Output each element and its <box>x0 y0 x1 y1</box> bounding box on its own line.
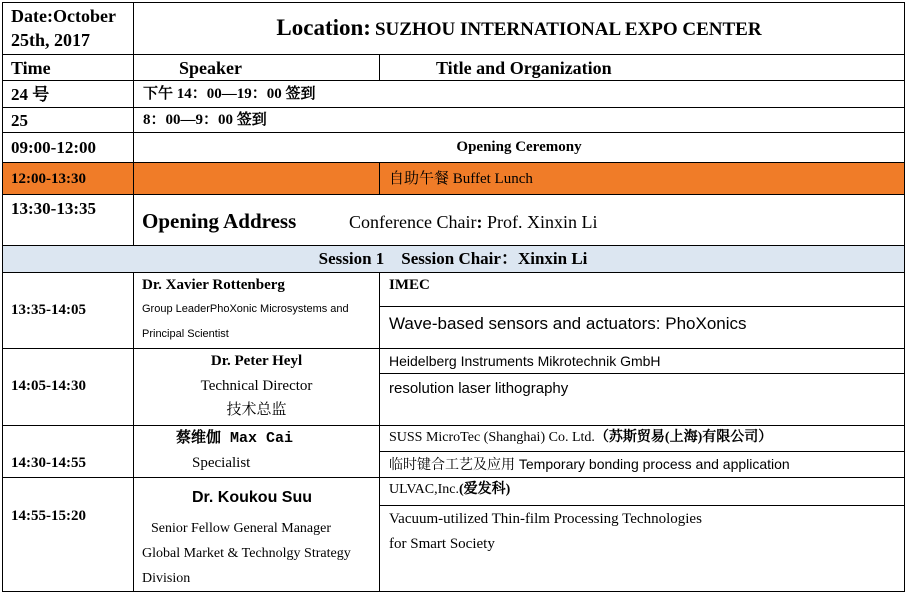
row-25-time: 25 <box>11 111 28 130</box>
grid-line <box>133 272 134 592</box>
grid-line <box>2 425 905 426</box>
location-value: SUZHOU INTERNATIONAL EXPO CENTER <box>374 19 762 40</box>
session-chair: Session Chair：Xinxin Li <box>401 249 588 268</box>
chair-label: Conference Chair <box>349 212 477 232</box>
grid-line <box>2 591 905 592</box>
talk-3-role: Specialist <box>192 455 251 471</box>
talk-4-role-3: Division <box>142 571 191 586</box>
grid-line <box>379 451 905 452</box>
grid-line <box>379 373 905 374</box>
talk-1-title: Wave-based sensors and actuators: PhoXonics <box>389 314 747 333</box>
grid-line <box>2 107 905 108</box>
talk-2-speaker: Dr. Peter Heyl <box>210 353 303 369</box>
talk-4-title-2: for Smart Society <box>389 536 495 552</box>
talk-4-org <box>389 483 510 497</box>
talk-3-title <box>389 457 790 473</box>
talk-1-time: 13:35-14:05 <box>11 302 86 318</box>
talk-4-time: 14:55-15:20 <box>11 508 86 524</box>
grid-line <box>379 505 905 506</box>
row-24-text: 下午 14：00—19：00 签到 <box>143 86 316 102</box>
talk-4-org-cn: (爱发科) <box>459 482 511 497</box>
grid-line <box>2 80 905 81</box>
grid-line <box>379 272 380 592</box>
talk-1-role-2: Principal Scientist <box>142 328 229 340</box>
grid-line <box>379 54 380 81</box>
talk-4-title-1: Vacuum-utilized Thin-film Processing Technologies <box>389 511 702 527</box>
location-heading <box>134 16 904 39</box>
grid-line <box>2 2 3 592</box>
talk-1-role-1: Group LeaderPhoXonic Microsystems and <box>142 303 349 315</box>
talk-2-org: Heidelberg Instruments Mikrotechnik GmbH <box>389 353 661 369</box>
chair-colon: : <box>476 212 483 232</box>
grid-line <box>2 272 905 273</box>
lunch-text: 自助午餐 Buffet Lunch <box>389 171 533 187</box>
chair-name: Prof. Xinxin Li <box>482 212 598 232</box>
talk-3-title-cn: 临时键合工艺及应用 <box>389 458 515 473</box>
lunch-time: 12:00-13:30 <box>11 171 86 187</box>
col-header-time: Time <box>11 58 51 78</box>
grid-line <box>2 194 905 195</box>
talk-3-speaker: 蔡维伽 Max Cai <box>176 430 294 447</box>
grid-line <box>379 162 380 195</box>
talk-1-org: IMEC <box>389 277 430 293</box>
opening-time: 09:00-12:00 <box>11 138 96 157</box>
talk-2-role-1: Technical Director <box>200 378 313 394</box>
talk-3-org-en: SUSS MicroTec (Shanghai) Co. Ltd. <box>389 430 595 445</box>
col-header-title-org: Title and Organization <box>436 58 612 78</box>
grid-line <box>2 245 905 246</box>
grid-line <box>2 54 905 55</box>
grid-line <box>2 132 905 133</box>
row-25-text: 8：00—9：00 签到 <box>143 112 267 128</box>
address-title: Opening Address <box>142 209 297 233</box>
opening-text: Opening Ceremony <box>456 139 582 155</box>
grid-line <box>2 2 905 3</box>
talk-3-org <box>389 431 772 445</box>
talk-3-org-cn: （苏斯贸易(上海)有限公司） <box>594 430 773 445</box>
talk-1-speaker: Dr. Xavier Rottenberg <box>142 277 285 293</box>
row-24-time: 24 号 <box>11 85 50 104</box>
date-line-1: Date:October <box>11 6 116 26</box>
talk-4-org-en: ULVAC,Inc. <box>389 482 460 497</box>
talk-2-role-2: 技术总监 <box>226 402 287 418</box>
talk-2-time: 14:05-14:30 <box>11 378 86 394</box>
talk-3-title-en: Temporary bonding process and application <box>515 456 790 472</box>
talk-4-role-2: Global Market & Technolgy Strategy <box>142 546 351 561</box>
address-time: 13:30-13:35 <box>11 199 96 218</box>
session-label: Session 1 <box>318 249 385 268</box>
grid-line <box>379 306 905 307</box>
talk-3-time: 14:30-14:55 <box>11 455 86 471</box>
talk-2-title: resolution laser lithography <box>389 380 569 397</box>
address-chair <box>349 213 597 231</box>
session-heading <box>2 250 904 267</box>
talk-4-role-1: Senior Fellow General Manager <box>151 521 331 536</box>
grid-line <box>904 2 905 592</box>
grid-line <box>2 477 905 478</box>
grid-line <box>2 348 905 349</box>
location-label: Location: <box>276 15 371 40</box>
talk-4-speaker: Dr. Koukou Suu <box>192 489 312 506</box>
grid-line <box>2 162 905 163</box>
col-header-speaker: Speaker <box>179 58 242 78</box>
date-line-2: 25th, 2017 <box>11 30 91 50</box>
